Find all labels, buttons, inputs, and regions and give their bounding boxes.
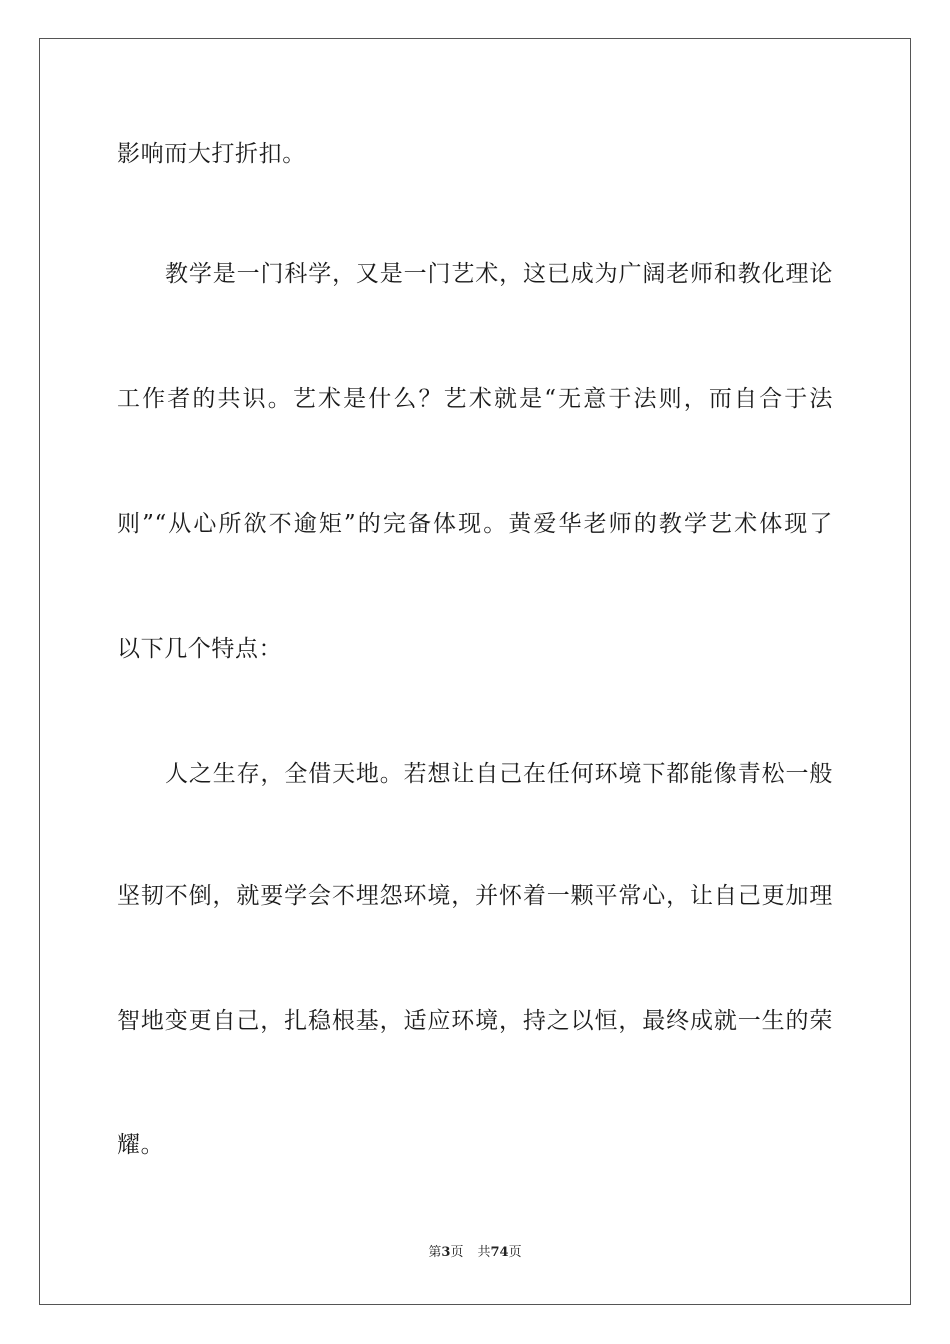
- page-border: [39, 38, 911, 1305]
- text-line: 坚韧不倒，就要学会不埋怨环境，并怀着一颗平常心，让自己更加理: [117, 883, 833, 909]
- text-line: 影响而大打折扣。: [117, 141, 306, 167]
- text-line: 智地变更自己，扎稳根基，适应环境，持之以恒，最终成就一生的荣: [117, 1008, 833, 1034]
- total-pages: 74: [490, 1245, 509, 1260]
- page-prefix: 第: [428, 1245, 442, 1260]
- page-footer: [0, 1244, 950, 1262]
- total-prefix: 共: [477, 1245, 491, 1260]
- paragraph-first-line: 教学是一门科学，又是一门艺术，这已成为广阔老师和教化理论: [165, 261, 833, 287]
- page-suffix: 页: [450, 1245, 464, 1260]
- page-number: 3: [441, 1245, 451, 1260]
- text-line: 耀。: [117, 1132, 165, 1158]
- text-line: 则”“从心所欲不逾矩”的完备体现。黄爱华老师的教学艺术体现了: [117, 511, 833, 537]
- paragraph-first-line: 人之生存，全借天地。若想让自己在任何环境下都能像青松一般: [165, 761, 833, 787]
- total-suffix: 页: [508, 1245, 522, 1260]
- text-line: 工作者的共识。艺术是什么？艺术就是“无意于法则，而自合于法: [117, 386, 833, 412]
- text-line: 以下几个特点：: [117, 636, 283, 662]
